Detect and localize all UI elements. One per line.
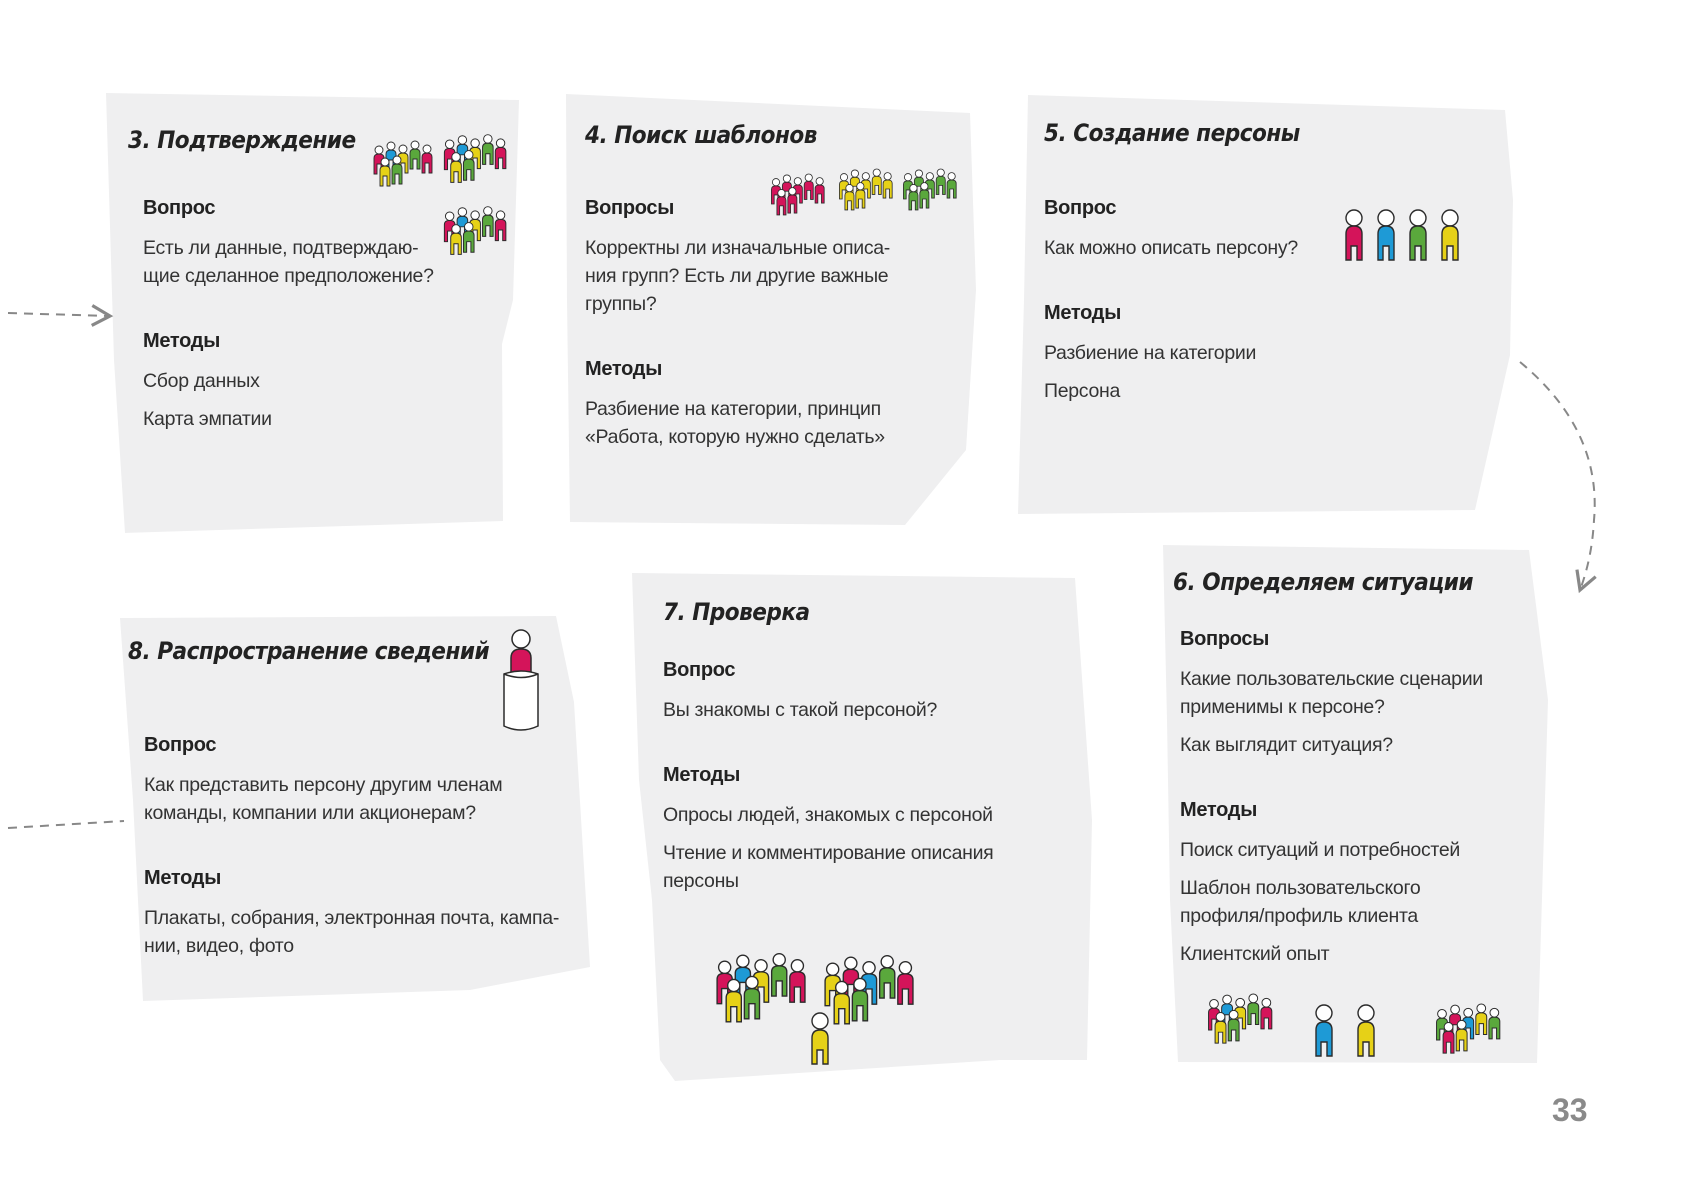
people-group-icon [438,126,508,190]
question-text: Как можно описать персону? [1044,237,1298,259]
card-title: 8. Распространение сведений [128,637,490,665]
question-label: Вопросы [585,197,675,219]
method-item: Персона [1044,380,1121,402]
methods-label: Методы [1180,799,1257,821]
method-item: Шаблон пользовательского профиля/профиль клиента [1180,877,1421,927]
question-label: Вопрос [144,734,217,756]
question-text: Корректны ли изначальные описа- ния групп? Есть ли другие важные группы? [585,237,891,315]
people-group-icon [438,198,508,262]
dashed-connector [8,821,124,828]
method-item: Сбор данных [143,370,260,392]
method-item: Карта эмпатии [143,408,272,430]
people-group-icon [766,168,826,220]
question-text: Как выглядит ситуация? [1180,734,1393,756]
dashed-arrow-icon [1520,362,1595,590]
four-persons-icon [1340,208,1468,264]
people-group-icon [1202,988,1274,1048]
methods-label: Методы [144,867,221,889]
method-item: Опросы людей, знакомых с персоной [663,804,993,826]
question-label: Вопрос [143,197,216,219]
question-label: Вопрос [1044,197,1117,219]
question-text: Как представить персону другим членам команды, компании или акционерам? [144,774,503,824]
question-label: Вопрос [663,659,736,681]
methods-label: Методы [663,764,740,786]
question-text: Есть ли данные, подтверждаю- щие сделанное предположение? [143,237,434,287]
people-group-icon [708,946,808,1028]
methods-label: Методы [143,330,220,352]
method-item: Поиск ситуаций и потребностей [1180,839,1460,861]
question-text: Вы знакомы с такой персоной? [663,699,938,721]
dashed-arrow-icon [8,313,110,316]
method-item: Разбиение на категории, принцип «Работа, которую нужно сделать» [585,398,885,448]
people-group-icon [368,136,434,190]
page-number: 33 [1552,1092,1588,1128]
method-item: Разбиение на категории [1044,342,1257,364]
person-on-podium-icon [500,628,542,734]
person-icon [805,1010,835,1066]
methods-label: Методы [1044,302,1121,324]
people-group-icon [834,163,894,215]
method-item: Плакаты, собрания, электронная почта, кампа- нии, видео, фото [144,907,560,957]
card-title: 4. Поиск шаблонов [585,121,817,149]
people-group-icon [1430,998,1502,1058]
card-title: 5. Создание персоны [1044,119,1300,147]
card-title: 7. Проверка [663,598,810,626]
people-group-icon [898,163,958,215]
method-item: Клиентский опыт [1180,943,1330,965]
two-persons-icon [1310,1002,1380,1060]
method-item: Чтение и комментирование описания персоны [663,842,994,892]
question-text: Какие пользовательские сценарии применимы к персоне? [1180,668,1483,718]
methods-label: Методы [585,358,662,380]
question-label: Вопросы [1180,628,1270,650]
card-title: 3. Подтверждение [128,126,356,154]
card-title: 6. Определяем ситуации [1173,568,1474,596]
